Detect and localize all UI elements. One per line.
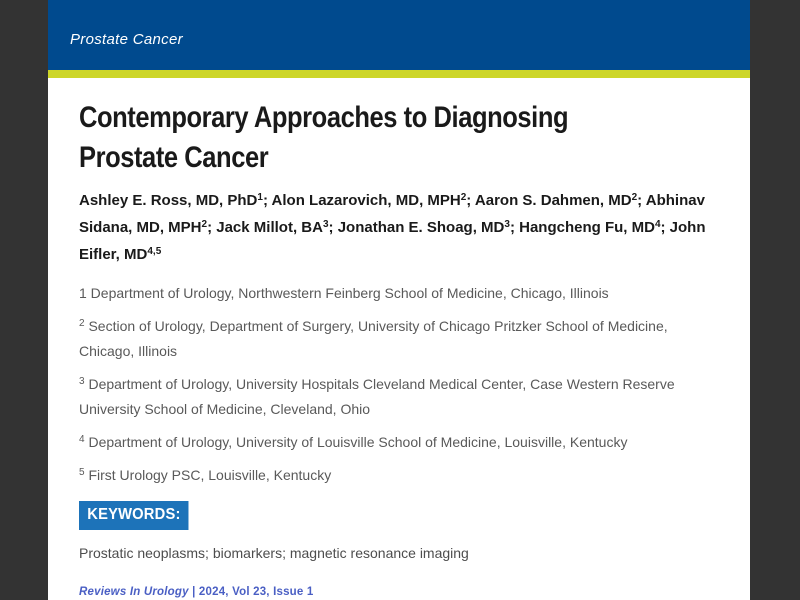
affiliation-marker: 1 [257, 192, 263, 203]
affiliations [79, 281, 720, 488]
affiliation-marker: 2 [631, 192, 638, 203]
author: John Eifler, MD$^{4,5}$ [79, 219, 706, 263]
keywords-badge: KEYWORDS: [79, 501, 189, 530]
author: Abhinav Sidana, MD, MPH$^2$ [79, 192, 705, 236]
author: Jonathan E. Shoag, $MD^3$ [337, 219, 510, 236]
article-title [79, 98, 624, 178]
article-page [48, 0, 750, 600]
author: Aaron S. Dahmen, $MD^2$ [474, 192, 638, 209]
affiliation: $^3$ Department of Urology, University Hospitals Cleveland Medical Center, Case Western Reserve University School of Medicine, Cleveland, Ohio [79, 376, 675, 417]
author-separator: ; [660, 219, 670, 236]
affiliation-number: 2 [79, 318, 85, 329]
footer-citation [79, 586, 720, 598]
author: Ashley E. Ross, MD, PhD$^1$ [79, 192, 263, 209]
author-separator: ; [637, 192, 646, 209]
article-title-line2: Prostate Cancer [79, 141, 269, 174]
affiliation-marker: 4,5 [147, 246, 162, 257]
footer-separator: | [188, 586, 199, 598]
affiliation-marker: 3 [322, 219, 329, 230]
section-label: Prostate Cancer [70, 31, 183, 48]
accent-rule [48, 70, 750, 78]
affiliation-marker: 4 [654, 219, 661, 230]
author-byline [79, 187, 720, 268]
affiliation: $^2$ Section of Urology, Department of Surgery, University of Chicago Pritzker School of Medicine, Chicago, Illinois [79, 318, 668, 359]
author-separator: ; [466, 192, 475, 209]
affiliation-marker: 2 [201, 219, 208, 230]
affiliation-number: 5 [79, 467, 85, 478]
author-separator: ; [262, 192, 272, 209]
affiliation-number: 3 [79, 376, 85, 387]
article-content [48, 78, 750, 598]
author: Jack Millot, $BA^3$ [216, 219, 329, 236]
affiliation-marker: 3 [504, 219, 510, 230]
affiliation: $^5$ First Urology PSC, Louisville, Kentucky [79, 467, 332, 483]
author-separator: ; [328, 219, 338, 236]
affiliation: 1 Department of Urology, Northwestern Feinberg School of Medicine, Chicago, Illinois [79, 285, 609, 301]
article-title-line1: Contemporary Approaches to Diagnosing [79, 101, 569, 134]
author: Alon Lazarovich, MD, MPH$^2$ [271, 192, 467, 209]
author-separator: ; [509, 219, 520, 236]
author: Hangcheng Fu, $MD^4$ [519, 219, 661, 236]
author-separator: ; [207, 219, 217, 236]
issue-info: 2024, Vol 23, Issue 1 [198, 586, 314, 598]
affiliation: $^4$ Department of Urology, University of Louisville School of Medicine, Louisville, Kentucky [79, 434, 628, 450]
affiliation-marker: 2 [460, 192, 467, 203]
affiliation-number: 4 [79, 434, 85, 445]
keywords-text: Prostatic neoplasms; biomarkers; magnetic resonance imaging [79, 545, 469, 561]
affiliation-number: 1 [79, 285, 87, 301]
masthead-banner [48, 0, 750, 70]
journal-name: Reviews In Urology [79, 586, 189, 598]
